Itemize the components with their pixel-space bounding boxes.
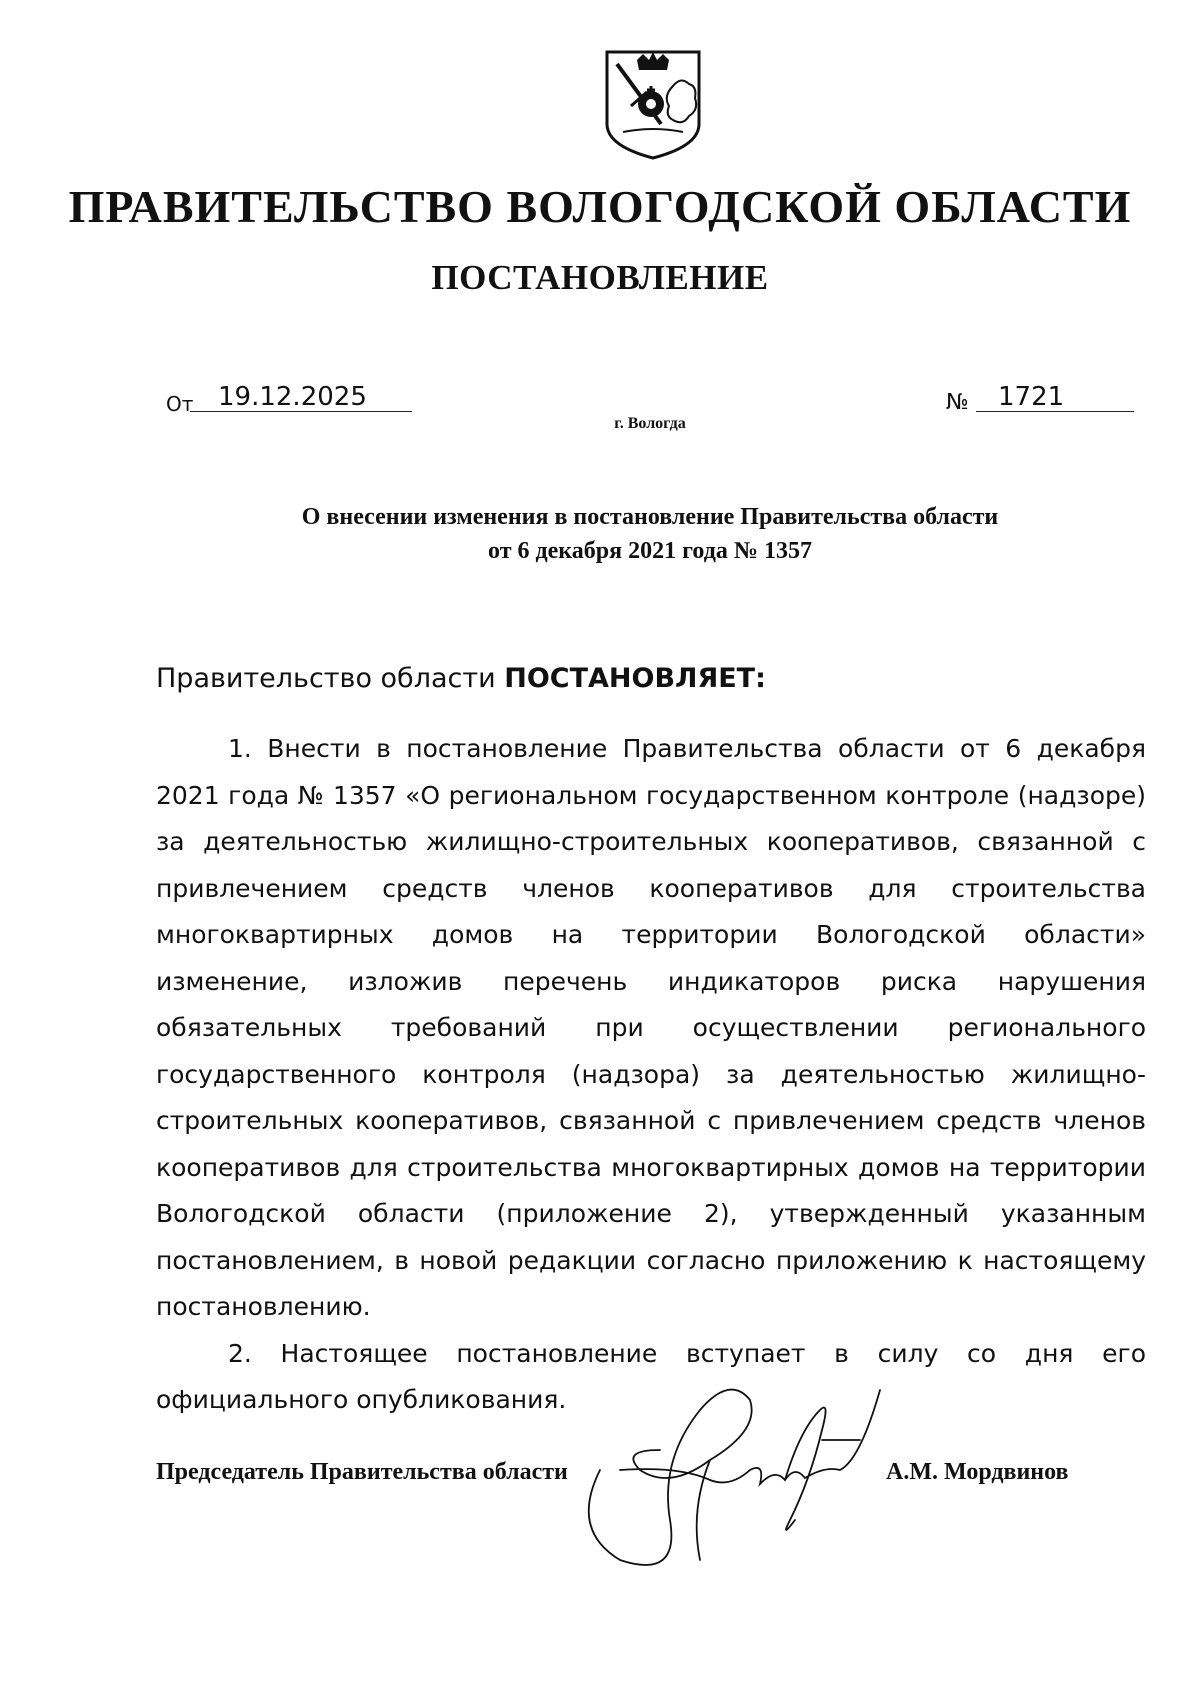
- number-prefix: №: [946, 390, 969, 415]
- intro-line: [156, 663, 766, 694]
- city: г. Вологда: [614, 415, 686, 432]
- subject-line-1: О внесении изменения в постановление Правительства области: [301, 504, 999, 530]
- subject-line-2: от 6 декабря 2021 года № 1357: [488, 538, 812, 564]
- decree-number: 1721: [998, 382, 1065, 412]
- coat-of-arms-icon: [603, 46, 703, 162]
- signatory-title: Председатель Правительства области: [156, 1459, 568, 1485]
- handwritten-signature-icon: [560, 1370, 920, 1570]
- decree-date: 19.12.2025: [218, 382, 367, 412]
- paragraph-1: 1. Внести в постановление Правительства области от 6 декабря 2021 года № 1357 «О региональном государственном контроле (надзоре) за деятельностью жилищно-строительных кооперативов, связанной с привлечением средств членов кооперативов для строительства многоквартирных домов на территории Вологодской области» изменение, изложив перечень индикаторов риска нарушения обязательных требований при осуществлении регионального государственного контроля (надзора) за деятельностью жилищно-строительных кооперативов, связанной с привлечением средств членов кооперативов для строительства многоквартирных домов на территории Вологодской области (приложение 2), утвержденный указанным постановлением, в новой редакции согласно приложению к настоящему постановлению.: [156, 734, 1146, 1321]
- decree-subject: [140, 500, 1160, 568]
- date-prefix: От: [166, 392, 194, 416]
- decree-body: [156, 726, 1146, 1424]
- intro-emphasis: ПОСТАНОВЛЯЕТ:: [504, 663, 766, 694]
- organization-title: ПРАВИТЕЛЬСТВО ВОЛОГОДСКОЙ ОБЛАСТИ: [68, 181, 1132, 232]
- paragraph-2: 2. Настоящее постановление вступает в силу со дня его официального опубликования.: [156, 1338, 1146, 1414]
- signatory-name: А.М. Мордвинов: [886, 1459, 1069, 1485]
- document-type: ПОСТАНОВЛЕНИЕ: [431, 258, 769, 297]
- intro-text: Правительство области: [156, 663, 505, 694]
